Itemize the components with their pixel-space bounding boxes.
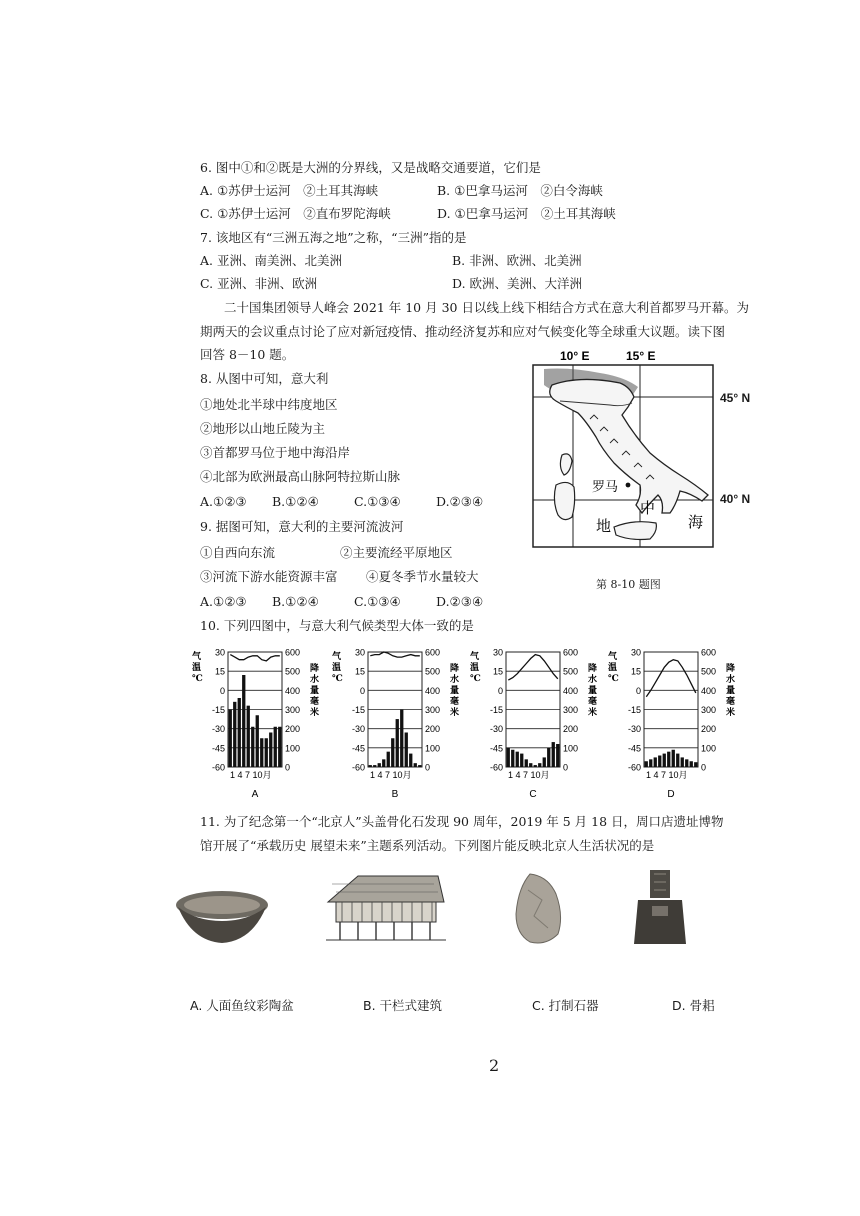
q11-option-a: A. 人面鱼纹彩陶盆 <box>190 998 294 1013</box>
q8-option-d: D.②③④ <box>436 494 484 509</box>
precip-tick-label: 600 <box>701 647 717 658</box>
precip-tick-label: 600 <box>285 647 301 658</box>
climate-chart-a <box>190 645 340 803</box>
precip-tick-label: 300 <box>701 705 717 715</box>
precip-tick-label: 0 <box>285 762 291 773</box>
precip-axis-label: 量 <box>450 686 460 696</box>
precip-bar <box>265 738 268 767</box>
temp-tick-label: -60 <box>211 762 225 773</box>
temperature-line <box>646 660 696 697</box>
q11-stem-line-2: 馆开展了“承载历史 展望未来”主题系列活动。下列图片能反映北京人生活状况的是 <box>200 838 655 853</box>
precip-axis-label: 米 <box>310 708 320 718</box>
temp-tick-label: -45 <box>489 743 503 754</box>
precip-tick-label: 0 <box>425 762 431 773</box>
q9-item-2: ②主要流经平原地区 <box>340 545 453 560</box>
q9-item-3: ③河流下游水能资源丰富 <box>200 569 338 584</box>
precip-bar <box>405 733 408 768</box>
label-sea-1: 地 <box>596 517 612 535</box>
precip-bar <box>229 710 232 768</box>
temp-tick-label: -30 <box>211 724 225 735</box>
q11-option-b: B. 干栏式建筑 <box>363 998 443 1013</box>
temp-tick-label: -15 <box>351 705 365 715</box>
precip-tick-label: 500 <box>425 666 441 677</box>
precip-tick-label: 500 <box>701 666 717 677</box>
precip-bar <box>529 763 532 767</box>
precip-bar <box>400 710 403 768</box>
precip-bar <box>525 759 528 767</box>
chart-label: B <box>391 789 399 800</box>
precip-bar <box>694 762 697 767</box>
temp-tick-label: -15 <box>489 705 503 715</box>
temp-tick-label: -45 <box>627 743 641 754</box>
precip-tick-label: 600 <box>425 647 441 658</box>
temp-axis-label: ℃ <box>192 674 203 684</box>
precip-bar <box>676 754 679 767</box>
precip-bar <box>672 750 675 767</box>
month-tick-labels: 1 4 7 10月 <box>230 770 272 780</box>
q11-option-d: D. 骨耜 <box>672 998 715 1013</box>
climate-chart-c <box>468 645 618 803</box>
precip-tick-label: 500 <box>563 666 579 677</box>
lon-label-15e: 15° E <box>626 349 656 363</box>
temp-tick-label: -60 <box>351 762 365 773</box>
chipped-stone-tool-image <box>508 870 568 950</box>
precip-tick-label: 200 <box>701 724 717 735</box>
climate-chart-b <box>330 645 480 803</box>
temp-axis-label: ℃ <box>332 674 343 684</box>
lat-label-45n: 45° N <box>720 391 751 405</box>
precip-bar <box>658 756 661 768</box>
precip-bar <box>654 757 657 767</box>
precip-axis-label: 水 <box>450 675 460 685</box>
precip-bar <box>414 763 417 767</box>
q6-option-c: C. ①苏伊士运河 ②直布罗陀海峡 <box>200 206 391 221</box>
precip-axis-label: 量 <box>310 686 320 696</box>
precip-bar <box>238 698 241 767</box>
precip-axis-label: 降 <box>588 664 598 674</box>
temp-axis-label: 温 <box>192 663 202 673</box>
chart-label: A <box>251 789 259 800</box>
temp-tick-label: -45 <box>211 743 225 754</box>
italy-map <box>530 345 720 567</box>
temp-tick-label: 15 <box>492 666 503 677</box>
precip-bar <box>511 750 514 767</box>
precip-tick-label: 400 <box>701 685 717 696</box>
temp-tick-label: 30 <box>354 647 365 658</box>
temp-axis-label: 气 <box>470 652 480 662</box>
precip-tick-label: 300 <box>425 705 441 715</box>
q9-option-b: B.①②④ <box>272 594 319 609</box>
q6-option-d: D. ①巴拿马运河 ②土耳其海峡 <box>437 206 616 221</box>
precip-tick-label: 100 <box>285 743 301 754</box>
climate-chart-d <box>606 645 756 803</box>
q8-item-2: ②地形以山地丘陵为主 <box>200 421 326 436</box>
precip-tick-label: 300 <box>285 705 301 715</box>
precip-axis-label: 米 <box>726 708 736 718</box>
precip-bar <box>256 715 259 767</box>
precip-bar <box>507 748 510 767</box>
temp-axis-label: ℃ <box>608 674 619 684</box>
q9-item-4: ④夏冬季节水量较大 <box>366 569 479 584</box>
temp-axis-label: 温 <box>608 663 618 673</box>
precip-bar <box>645 761 648 767</box>
temp-axis-label: 气 <box>192 652 202 662</box>
q6-option-a: A. ①苏伊士运河 ②土耳其海峡 <box>200 183 379 198</box>
precip-bar <box>685 759 688 767</box>
temp-axis-label: ℃ <box>470 674 481 684</box>
precip-bar <box>690 761 693 767</box>
label-rome: 罗马 <box>592 480 619 495</box>
temperature-line <box>230 655 279 661</box>
precip-tick-label: 0 <box>563 762 569 773</box>
precip-tick-label: 200 <box>425 724 441 735</box>
precip-bar <box>538 763 541 767</box>
q8-stem: 8. 从图中可知，意大利 <box>200 371 329 386</box>
precip-axis-label: 米 <box>588 708 598 718</box>
precip-bar <box>520 754 523 767</box>
temp-tick-label: 0 <box>359 685 365 696</box>
temp-axis-label: 温 <box>332 663 342 673</box>
lon-label-10e: 10° E <box>560 349 590 363</box>
precip-bar <box>251 727 254 767</box>
month-tick-labels: 1 4 7 10月 <box>646 770 688 780</box>
label-sea-3: 海 <box>688 513 704 531</box>
temp-tick-label: -45 <box>351 743 365 754</box>
precip-axis-label: 毫 <box>450 697 460 707</box>
q7-option-c: C. 亚洲、非洲、欧洲 <box>200 276 318 291</box>
precip-bar <box>260 738 263 767</box>
temp-tick-label: -15 <box>211 705 225 715</box>
temp-tick-label: 0 <box>635 685 641 696</box>
precip-bar <box>547 748 550 767</box>
precip-tick-label: 200 <box>285 724 301 735</box>
precip-bar <box>369 765 372 767</box>
precip-axis-label: 水 <box>310 675 320 685</box>
q9-option-c: C.①③④ <box>354 594 401 609</box>
temp-tick-label: 30 <box>630 647 641 658</box>
q8-item-1: ①地处北半球中纬度地区 <box>200 397 338 412</box>
temp-tick-label: -15 <box>627 705 641 715</box>
q10-stem: 10. 下列四图中，与意大利气候类型大体一致的是 <box>200 618 474 633</box>
q8-option-a: A.①②③ <box>200 494 247 509</box>
precip-axis-label: 降 <box>726 664 736 674</box>
q8-option-c: C.①③④ <box>354 494 401 509</box>
precip-bar <box>391 738 394 767</box>
temp-tick-label: -30 <box>627 724 641 735</box>
precip-bar <box>667 752 670 767</box>
precip-axis-label: 降 <box>310 664 320 674</box>
q9-option-a: A.①②③ <box>200 594 247 609</box>
precip-bar <box>373 765 376 767</box>
q7-option-b: B. 非洲、欧洲、北美洲 <box>452 253 582 268</box>
intro-line-1: 二十国集团领导人峰会 2021 年 10 月 30 日以线上线下相结合方式在意大利首都罗马开幕。为 <box>224 300 749 315</box>
q6-option-b: B. ①巴拿马运河 ②白令海峡 <box>437 183 603 198</box>
precip-bar <box>247 706 250 767</box>
precip-axis-label: 米 <box>450 708 460 718</box>
precip-bar <box>418 765 421 767</box>
temp-axis-label: 气 <box>332 652 342 662</box>
precip-tick-label: 100 <box>563 743 579 754</box>
painted-pottery-basin-image <box>172 885 272 947</box>
q6-stem: 6. 图中①和②既是大洲的分界线，又是战略交通要道，它们是 <box>200 160 541 175</box>
precip-axis-label: 降 <box>450 664 460 674</box>
label-sea-2: 中 <box>640 499 656 517</box>
precip-bar <box>534 765 537 767</box>
precip-bar <box>663 754 666 767</box>
lat-label-40n: 40° N <box>720 492 751 506</box>
precip-bar <box>387 752 390 767</box>
precip-bar <box>543 757 546 767</box>
q11-option-c: C. 打制石器 <box>532 998 599 1013</box>
temp-tick-label: 0 <box>497 685 503 696</box>
q7-option-d: D. 欧洲、美洲、大洋洲 <box>452 276 583 291</box>
precip-tick-label: 400 <box>425 685 441 696</box>
precip-tick-label: 0 <box>701 762 707 773</box>
q11-stem-line-1: 11. 为了纪念第一个“北京人”头盖骨化石发现 90 周年，2019 年 5 月 18 日，周口店遗址博物 <box>200 814 724 829</box>
precip-bar <box>378 763 381 767</box>
q7-option-a: A. 亚洲、南美洲、北美洲 <box>200 253 342 268</box>
precip-bar <box>649 759 652 767</box>
temp-tick-label: 15 <box>630 666 641 677</box>
precip-tick-label: 100 <box>701 743 717 754</box>
month-tick-labels: 1 4 7 10月 <box>370 770 412 780</box>
bone-spade-image <box>626 866 696 950</box>
temp-tick-label: 30 <box>492 647 503 658</box>
q8-item-4: ④北部为欧洲最高山脉阿特拉斯山脉 <box>200 469 401 484</box>
precip-bar <box>269 733 272 768</box>
chart-label: C <box>529 789 537 800</box>
precip-axis-label: 水 <box>726 675 736 685</box>
temp-axis-label: 气 <box>608 652 618 662</box>
precip-bar <box>278 727 281 767</box>
temp-tick-label: -60 <box>627 762 641 773</box>
precip-axis-label: 毫 <box>588 697 598 707</box>
stilt-house-image <box>318 872 448 944</box>
q9-stem: 9. 据图可知，意大利的主要河流波河 <box>200 519 404 534</box>
precip-bar <box>516 752 519 767</box>
temperature-line <box>508 655 558 681</box>
precip-bar <box>552 742 555 767</box>
precip-bar <box>681 757 684 767</box>
page-number: 2 <box>489 1056 500 1075</box>
q9-option-d: D.②③④ <box>436 594 484 609</box>
q9-item-1: ①自西向东流 <box>200 545 276 560</box>
temp-tick-label: 30 <box>214 647 225 658</box>
precip-axis-label: 毫 <box>310 697 320 707</box>
temp-tick-label: -30 <box>489 724 503 735</box>
chart-label: D <box>667 789 675 800</box>
precip-bar <box>242 675 245 767</box>
precip-tick-label: 200 <box>563 724 579 735</box>
temperature-line <box>370 652 420 657</box>
precip-tick-label: 400 <box>285 685 301 696</box>
temp-tick-label: 15 <box>214 666 225 677</box>
precip-tick-label: 600 <box>563 647 579 658</box>
temp-tick-label: 0 <box>219 685 225 696</box>
precip-axis-label: 量 <box>726 686 736 696</box>
precip-bar <box>556 744 559 767</box>
precip-axis-label: 毫 <box>726 697 736 707</box>
precip-tick-label: 500 <box>285 666 301 677</box>
temp-tick-label: 15 <box>354 666 365 677</box>
precip-tick-label: 300 <box>563 705 579 715</box>
precip-axis-label: 量 <box>588 686 598 696</box>
precip-bar <box>274 727 277 767</box>
precip-bar <box>233 702 236 767</box>
intro-line-2: 期两天的会议重点讨论了应对新冠疫情、推动经济复苏和应对气候变化等全球重大议题。读下图 <box>200 324 726 339</box>
precip-axis-label: 水 <box>588 675 598 685</box>
precip-bar <box>382 759 385 767</box>
temp-axis-label: 温 <box>470 663 480 673</box>
q8-option-b: B.①②④ <box>272 494 319 509</box>
precip-bar <box>396 719 399 767</box>
temp-tick-label: -30 <box>351 724 365 735</box>
intro-line-3: 回答 8－10 题。 <box>200 347 295 362</box>
precip-tick-label: 400 <box>563 685 579 696</box>
temp-tick-label: -60 <box>489 762 503 773</box>
precip-bar <box>409 754 412 767</box>
precip-tick-label: 100 <box>425 743 441 754</box>
map-caption: 第 8-10 题图 <box>596 578 661 591</box>
month-tick-labels: 1 4 7 10月 <box>508 770 550 780</box>
q8-item-3: ③首都罗马位于地中海沿岸 <box>200 445 351 460</box>
q7-stem: 7. 该地区有“三洲五海之地”之称，“三洲”指的是 <box>200 230 467 245</box>
